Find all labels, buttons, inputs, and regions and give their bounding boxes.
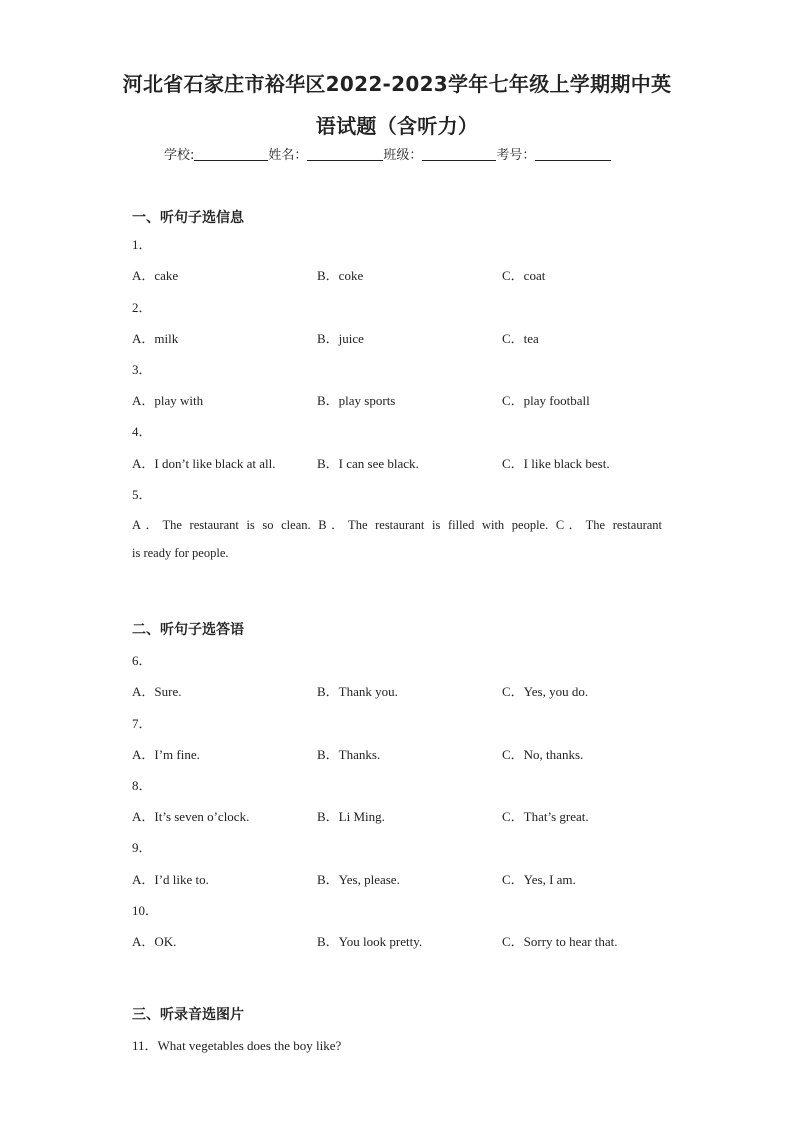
class-blank[interactable] (422, 147, 496, 161)
option-b: B．play sports (317, 393, 396, 408)
number-blank[interactable] (535, 147, 611, 161)
option-c: C．Sorry to hear that. (502, 934, 618, 949)
school-blank[interactable] (194, 147, 268, 161)
option-c: C．coat (502, 268, 546, 283)
option-b: B．coke (317, 268, 364, 283)
option-a: A．I’d like to. (132, 872, 209, 887)
option-c: C．I like black best. (502, 456, 610, 471)
option-a: A．Sure. (132, 684, 182, 699)
section-title: 二、听句子选答语 (132, 622, 244, 638)
option-b: B．juice (317, 331, 364, 346)
number-label: 考号： (496, 148, 536, 163)
page-title-line-2: 语试题（含听力） (315, 114, 479, 138)
option-a: A．play with (132, 393, 204, 408)
question-number: 10． (132, 903, 159, 918)
question-number: 6． (132, 653, 152, 668)
option-a: A．milk (132, 331, 179, 346)
option-b: B．Yes, please. (317, 872, 400, 887)
question-number: 2． (132, 300, 152, 315)
options-line: A．The restaurant is so clean. B．The restaurant is filled with people. C．The restaurant (132, 518, 662, 532)
option-b: B．You look pretty. (317, 934, 423, 949)
question-number: 4． (132, 424, 152, 439)
option-a: A．OK. (132, 934, 177, 949)
option-a: A．cake (132, 268, 179, 283)
option-c: C．That’s great. (502, 809, 589, 824)
name-blank[interactable] (307, 147, 383, 161)
school-label: 学校: (164, 148, 195, 163)
question-item (132, 1035, 341, 1054)
name-label: 姓名： (268, 148, 308, 163)
option-b: B．Thank you. (317, 684, 398, 699)
question-number: 1． (132, 237, 152, 252)
option-c: C．No, thanks. (502, 747, 584, 762)
option-b: B．I can see black. (317, 456, 419, 471)
options-line-continued: is ready for people. (132, 546, 229, 560)
option-c: C．Yes, I am. (502, 872, 576, 887)
question-number: 3． (132, 362, 152, 377)
option-c: C．play football (502, 393, 590, 408)
option-a: A．I’m fine. (132, 747, 200, 762)
option-c: C．Yes, you do. (502, 684, 589, 699)
question-number: 8． (132, 778, 152, 793)
section-title: 三、听录音选图片 (132, 1007, 244, 1023)
question-text: What vegetables does the boy like? (157, 1038, 342, 1053)
question-number: 11． (132, 1038, 158, 1053)
question-number: 5． (132, 487, 152, 502)
student-info-row (164, 144, 611, 163)
question-number: 9． (132, 840, 152, 855)
option-b: B．Li Ming. (317, 809, 385, 824)
option-a: A．I don’t like black at all. (132, 456, 276, 471)
class-label: 班级： (383, 148, 423, 163)
option-b: B．Thanks. (317, 747, 381, 762)
question-number: 7． (132, 716, 152, 731)
option-a: A．It’s seven o’clock. (132, 809, 250, 824)
page-title-line-1: 河北省石家庄市裕华区2022-2023学年七年级上学期期中英 (122, 72, 672, 96)
option-c: C．tea (502, 331, 539, 346)
section-title: 一、听句子选信息 (132, 210, 244, 226)
